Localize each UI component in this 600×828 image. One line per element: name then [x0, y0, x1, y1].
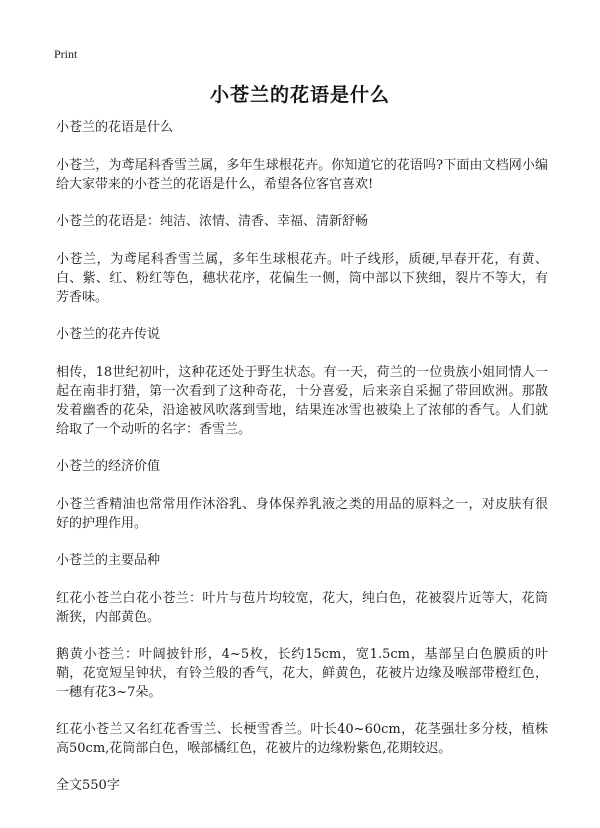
paragraph: 小苍兰香精油也常常用作沐浴乳、身体保养乳液之类的用品的原料之一，对皮肤有很好的护理作用。: [56, 497, 548, 531]
section-heading: 小苍兰的花语是：纯洁、浓情、清香、幸福、清新舒畅: [56, 214, 369, 229]
print-link[interactable]: Print: [54, 47, 78, 61]
section-heading: 小苍兰的主要品种: [56, 553, 161, 568]
paragraph: 鹅黄小苍兰：叶阔披针形，4~5枚，长约15cm，宽1.5cm，基部呈白色膜质的叶鞘，花宽短呈钟状，有铃兰般的香气，花大，鲜黄色，花被片边缘及喉部带橙红色，一穗有花3~7朵。: [56, 647, 548, 700]
paragraph: 红花小苍兰白花小苍兰：叶片与苞片均较宽，花大，纯白色，花被裂片近等大，花筒渐狭，内部黄色。: [56, 591, 548, 625]
paragraph: 相传，18世纪初叶，这种花还处于野生状态。有一天，荷兰的一位贵族小姐同情人一起在南非打猎，第一次看到了这种奇花，十分喜爱，后来亲自采掘了带回欧洲。那散发着幽香的花朵，沿途被风吹落到雪地，结果连冰雪也被染上了浓郁的香气。人们就给取了一个动听的名字：香雪兰。: [56, 365, 548, 437]
article-body: [56, 118, 548, 813]
paragraph: 小苍兰，为鸢尾科香雪兰属，多年生球根花卉。你知道它的花语吗?下面由文档网小编给大家带来的小苍兰的花语是什么，希望各位客官喜欢!: [56, 158, 548, 192]
page-title: 小苍兰的花语是什么: [209, 84, 390, 106]
section-heading: 小苍兰的花语是什么: [56, 120, 174, 135]
paragraph: 小苍兰，为鸢尾科香雪兰属，多年生球根花卉。叶子线形，质硬,早春开花，有黄、白、紫、红、粉红等色，穗状花序，花偏生一侧，筒中部以下狭细，裂片不等大，有芳香味。: [56, 252, 548, 305]
section-heading: 小苍兰的经济价值: [56, 459, 161, 474]
section-heading: 小苍兰的花卉传说: [56, 327, 161, 342]
paragraph: 红花小苍兰又名红花香雪兰、长梗雪香兰。叶长40~60cm，花茎强壮多分枝，植株高50cm,花筒部白色，喉部橘红色，花被片的边缘粉紫色,花期较迟。: [56, 722, 548, 756]
word-count: 全文550字: [56, 778, 120, 793]
